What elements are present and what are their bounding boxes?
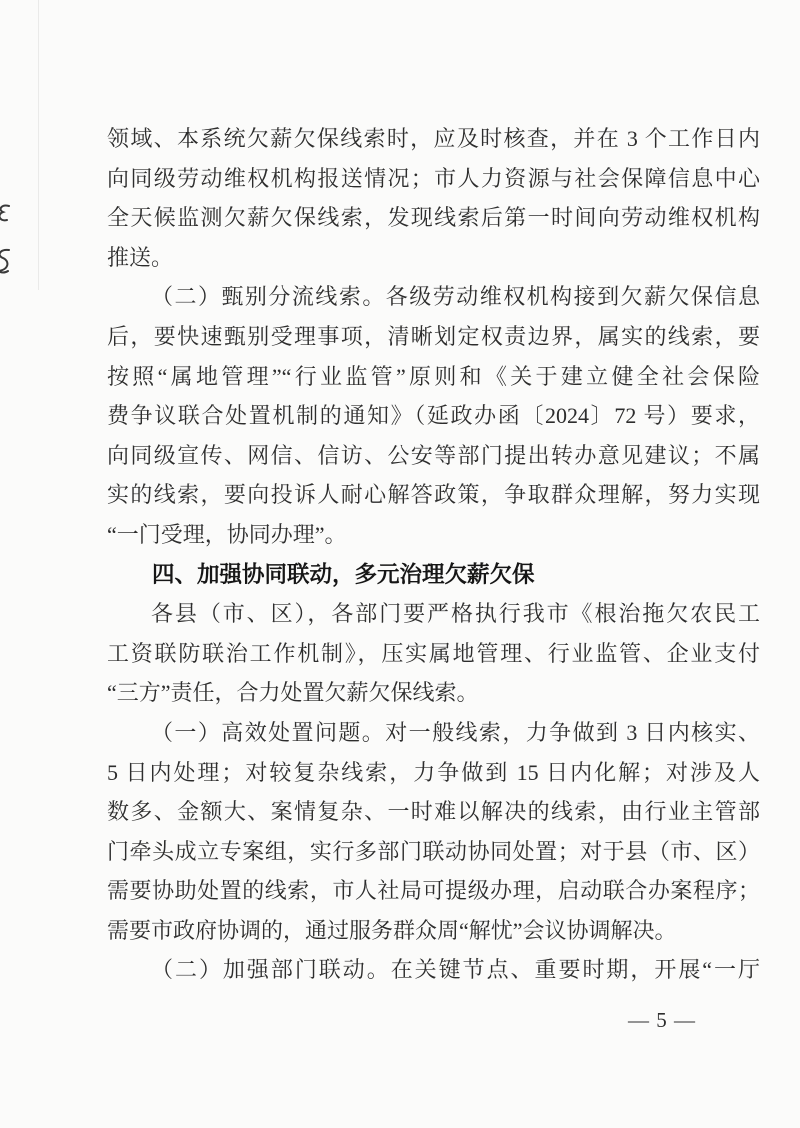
text-line: 5 日内处理；对较复杂线索，力争做到 15 日内化解；对涉及人 (107, 759, 760, 785)
scan-artifact-icon (0, 203, 12, 230)
text-line: 实的线索，要向投诉人耐心解答政策，争取群众理解，努力实现 (107, 482, 760, 508)
text-line: 向同级劳动维权机构报送情况；市人力资源与社会保障信息中心 (107, 165, 760, 191)
text-line: 按照“属地管理”“行业监管”原则和《关于建立健全社会保险 (107, 363, 760, 389)
text-line: 费争议联合处置机制的通知》（延政办函〔2024〕72 号）要求， (107, 403, 760, 429)
text-line: （一）高效处置问题。对一般线索，力争做到 3 日内核实、 (151, 719, 760, 745)
text-line: （二）加强部门联动。在关键节点、重要时期，开展“一厅 (151, 957, 760, 983)
text-line: 需要协助处置的线索，市人社局可提级办理，启动联合办案程序； (107, 878, 760, 904)
text-line: 门牵头成立专案组，实行多部门联动协同处置；对于县（市、区） (107, 838, 760, 864)
text-line: 需要市政府协调的，通过服务群众周“解忧”会议协调解决。 (107, 917, 677, 943)
text-line: 数多、金额大、案情复杂、一时难以解决的线索，由行业主管部 (107, 799, 760, 825)
text-line: “三方”责任，合力处置欠薪欠保线索。 (107, 680, 479, 706)
scan-crease-line (38, 0, 39, 290)
document-body (107, 119, 760, 990)
scan-artifact-icon (0, 247, 13, 280)
section-heading: 四、加强协同联动，多元治理欠薪欠保 (152, 561, 535, 587)
text-line: “一门受理，协同办理”。 (107, 521, 347, 547)
text-line: 各县（市、区），各部门要严格执行我市《根治拖欠农民工 (151, 601, 760, 627)
text-line: 全天候监测欠薪欠保线索，发现线索后第一时间向劳动维权机构 (107, 205, 760, 231)
text-line: 后，要快速甄别受理事项，清晰划定权责边界，属实的线索，要 (107, 323, 760, 349)
page-number: — 5 — (628, 1008, 696, 1032)
text-line: （二）甄别分流线索。各级劳动维权机构接到欠薪欠保信息 (151, 284, 760, 310)
text-line: 工资联防联治工作机制》，压实属地管理、行业监管、企业支付 (107, 640, 760, 666)
text-line: 向同级宣传、网信、信访、公安等部门提出转办意见建议；不属 (107, 442, 760, 468)
text-line: 推送。 (107, 244, 174, 270)
text-line: 领域、本系统欠薪欠保线索时，应及时核查，并在 3 个工作日内 (107, 126, 760, 151)
